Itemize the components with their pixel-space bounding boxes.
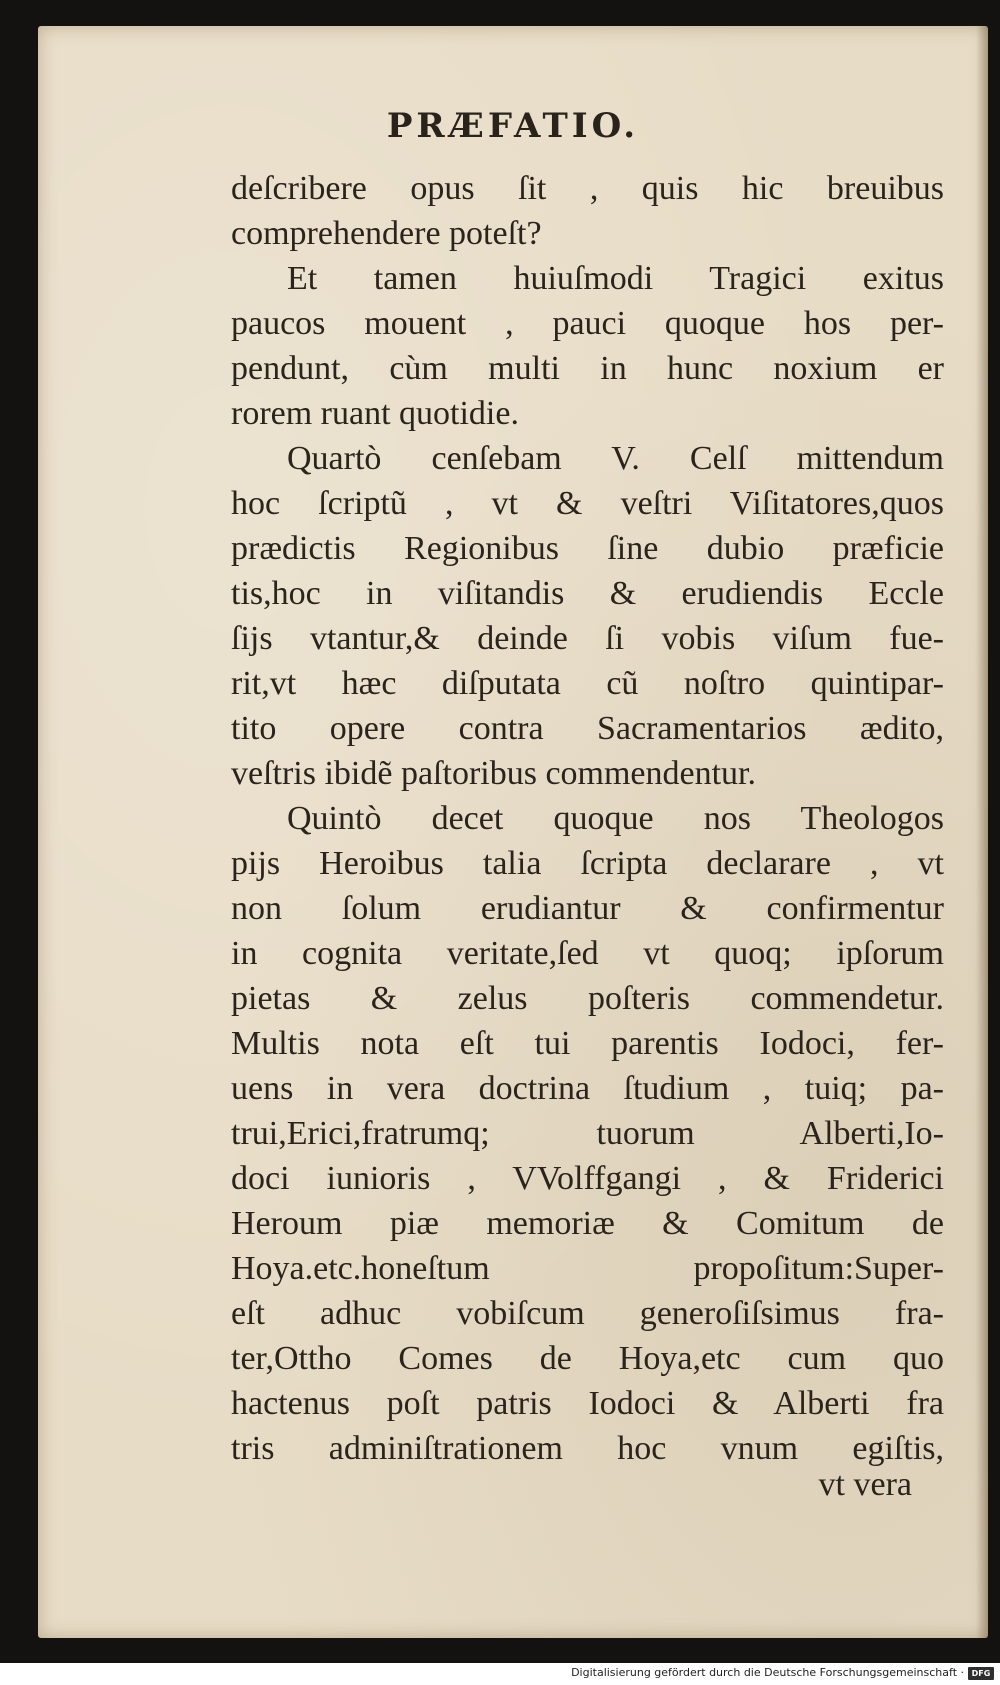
text-line: in cognita veritate,ſed vt quoq; ipſorum bbox=[231, 935, 944, 972]
text-line: pijs Heroibus talia ſcripta declarare , vt bbox=[231, 845, 944, 882]
text-line: Heroum piæ memoriæ & Comitum de bbox=[231, 1205, 944, 1242]
text-line: hactenus poſt patris Iodoci & Alberti fra bbox=[231, 1385, 944, 1422]
body-text bbox=[231, 166, 944, 1471]
text-line: ſijs vtantur,& deinde ſi vobis viſum fue- bbox=[231, 620, 944, 657]
text-line: non ſolum erudiantur & confirmentur bbox=[231, 890, 944, 927]
text-line: comprehendere poteſt? bbox=[231, 215, 542, 252]
text-line: tis,hoc in viſitandis & erudiendis Eccle bbox=[231, 575, 944, 612]
text-line: Multis nota eſt tui parentis Iodoci, fer- bbox=[231, 1025, 944, 1062]
text-line: eſt adhuc vobiſcum generoſiſsimus fra- bbox=[231, 1295, 944, 1332]
running-head: PRÆFATIO. bbox=[386, 106, 640, 146]
text-line: Et tamen huiuſmodi Tragici exitus bbox=[287, 260, 944, 297]
text-line: veſtris ibidẽ paſtoribus commendentur. bbox=[231, 755, 757, 792]
dfg-logo-icon: DFG bbox=[968, 1667, 994, 1680]
text-line: pietas & zelus poſteris commendetur. bbox=[231, 980, 944, 1017]
text-line: tris adminiſtrationem hoc vnum egiſtis, bbox=[231, 1430, 944, 1467]
text-line: ter,Ottho Comes de Hoya,etc cum quo bbox=[231, 1340, 944, 1377]
text-line: deſcribere opus ſit , quis hic breuibus bbox=[231, 170, 944, 207]
text-line: prædictis Regionibus ſine dubio præficie bbox=[231, 530, 944, 567]
text-line: Quartò cenſebam V. Celſ mittendum bbox=[287, 440, 944, 477]
text-line: Hoya.etc.honeſtum propoſitum:Super- bbox=[231, 1250, 944, 1287]
text-line: hoc ſcriptũ , vt & veſtri Viſitatores,quos bbox=[231, 485, 944, 522]
text-line: pendunt, cùm multi in hunc noxium er bbox=[231, 350, 944, 387]
text-line: uens in vera doctrina ſtudium , tuiq; pa- bbox=[231, 1070, 944, 1107]
text-line: rit,vt hæc diſputata cũ noſtro quintipar- bbox=[231, 665, 944, 702]
catchword: vt vera bbox=[818, 1466, 912, 1503]
page-edge-shadow bbox=[976, 26, 988, 1638]
text-line: doci iunioris , VVolffgangi , & Friderici bbox=[231, 1160, 944, 1197]
text-line: rorem ruant quotidie. bbox=[231, 395, 519, 432]
text-line: tito opere contra Sacramentarios ædito, bbox=[231, 710, 944, 747]
digitization-credit-text: Digitalisierung gefördert durch die Deutsche Forschungsgemeinschaft · bbox=[571, 1666, 964, 1679]
text-line: paucos mouent , pauci quoque hos per- bbox=[231, 305, 944, 342]
text-line: Quintò decet quoque nos Theologos bbox=[287, 800, 944, 837]
text-line: trui,Erici,fratrumq; tuorum Alberti,Io- bbox=[231, 1115, 944, 1152]
digitization-credit-bar bbox=[0, 1663, 1000, 1685]
book-page bbox=[38, 26, 988, 1638]
